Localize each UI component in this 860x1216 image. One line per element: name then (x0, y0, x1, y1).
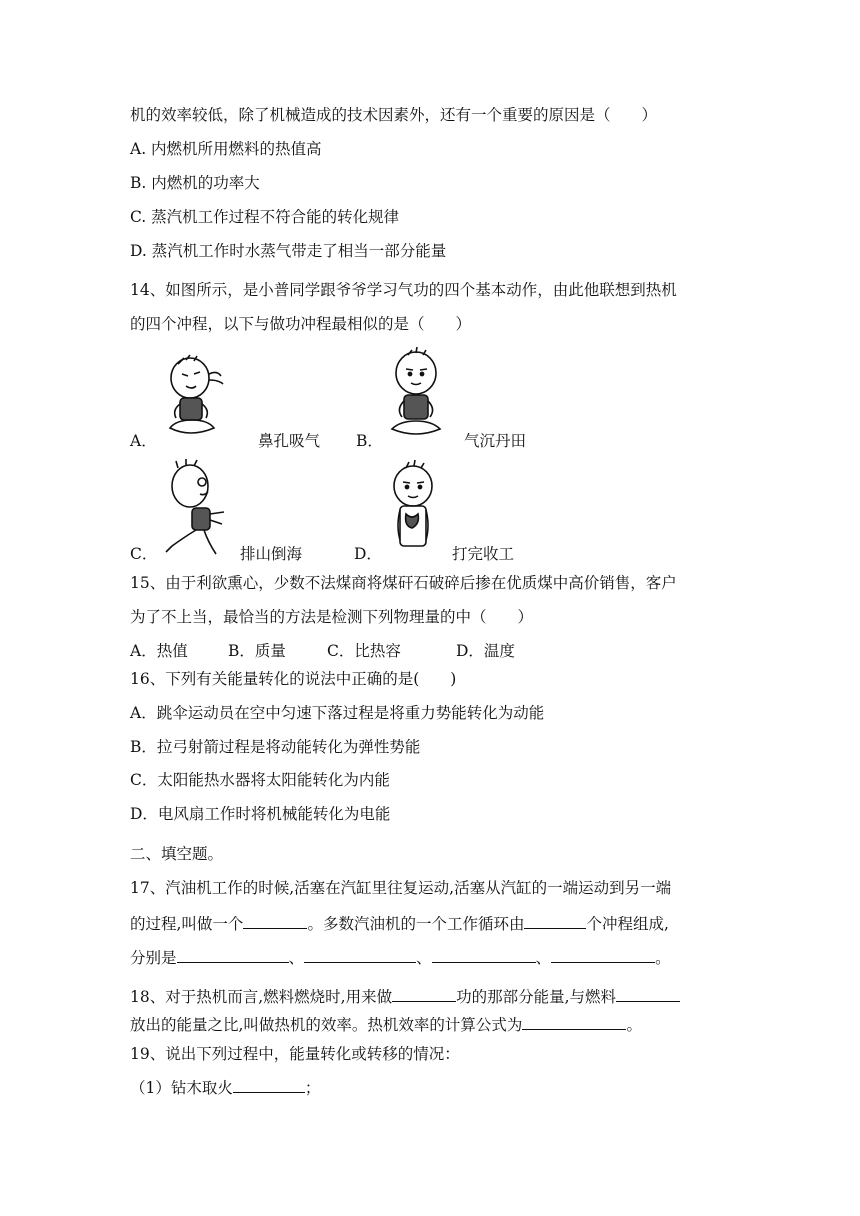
q19-blank-1[interactable] (233, 1076, 305, 1093)
q15-option-c: C．比热容 (327, 642, 401, 660)
q18-blank-3[interactable] (522, 1013, 626, 1030)
section-fill-in-title: 二、填空题。 (130, 845, 224, 863)
q16-option-b: B．拉弓射箭过程是将动能转化为弹性势能 (130, 738, 421, 756)
figure-qi-meditate (380, 345, 452, 443)
q18-text-c: 放出的能量之比,叫做热机的效率。热机效率的计算公式为 (130, 1016, 523, 1034)
q13-stem-continuation: 机的效率较低，除了机械造成的技术因素外，还有一个重要的原因是（ ） (130, 106, 658, 124)
q13-option-c: C. 蒸汽机工作过程不符合能的转化规律 (130, 208, 400, 226)
q19-item-1 (130, 1076, 320, 1099)
q15-option-d: D．温度 (456, 642, 515, 660)
q18-text-b: 功的那部分能量,与燃料 (456, 988, 617, 1006)
q16-stem: 16、下列有关能量转化的说法中正确的是( ) (130, 670, 457, 688)
figure-finish-stand (382, 460, 444, 560)
q17-text-b: 。多数汽油机的一个工作循环由 (307, 915, 525, 933)
q17-blank-4[interactable] (304, 946, 416, 963)
q17-blank-3[interactable] (177, 946, 289, 963)
q15-stem-line1: 15、由于利欲熏心，少数不法煤商将煤矸石破碎后掺在优质煤中高价销售，客户 (130, 574, 677, 592)
q19-stem: 19、说出下列过程中，能量转化或转移的情况： (130, 1045, 460, 1063)
q14-option-a-letter: A． (130, 432, 157, 450)
q13-option-d: D. 蒸汽机工作时水蒸气带走了相当一部分能量 (130, 242, 447, 260)
q17-text-a: 的过程,叫做一个 (130, 915, 244, 933)
figure-nose-inhale (160, 352, 232, 444)
q14-stem-line1: 14、如图所示，是小普同学跟爷爷学习气功的四个基本动作，由此他联想到热机 (130, 281, 677, 299)
q17-sep-1: 、 (288, 949, 305, 967)
q18-end: 。 (626, 1016, 642, 1034)
q17-sep-2: 、 (416, 949, 432, 967)
q14-option-d-caption: 打完收工 (452, 545, 515, 563)
q14-option-a-caption: 鼻孔吸气 (258, 432, 321, 450)
q18-blank-1[interactable] (392, 985, 456, 1002)
q18-line1 (130, 985, 680, 1008)
q15-stem-line2: 为了不上当，最恰当的方法是检测下列物理量的中（ ） (130, 608, 534, 626)
q17-line3 (130, 946, 671, 969)
q13-option-b: B. 内燃机的功率大 (130, 174, 260, 192)
q17-blank-2[interactable] (524, 912, 586, 929)
q14-stem-line2: 的四个冲程，以下与做功冲程最相似的是（ ） (130, 315, 472, 333)
q14-option-c-caption: 排山倒海 (240, 545, 303, 563)
q15-option-b: B．质量 (228, 642, 286, 660)
q14-option-b-letter: B． (356, 432, 383, 450)
q16-option-d: D．电风扇工作时将机械能转化为电能 (130, 805, 391, 823)
q16-option-a: A．跳伞运动员在空中匀速下落过程是将重力势能转化为动能 (130, 704, 545, 722)
q17-end: 。 (655, 949, 671, 967)
q18-line2 (130, 1013, 642, 1036)
q17-sep-3: 、 (535, 949, 552, 967)
q17-text-c: 个冲程组成, (586, 915, 669, 933)
q16-option-c: C．太阳能热水器将太阳能转化为内能 (130, 771, 390, 789)
q13-option-a: A. 内燃机所用燃料的热值高 (130, 140, 322, 158)
figure-push-mountain (156, 458, 232, 558)
q14-option-b-caption: 气沉丹田 (464, 432, 527, 450)
q14-option-d-letter: D． (354, 545, 382, 563)
q17-blank-1[interactable] (243, 912, 307, 929)
q17-blank-5[interactable] (432, 946, 536, 963)
q14-option-c-letter: C． (130, 545, 158, 563)
q17-line1: 17、汽油机工作的时候,活塞在汽缸里往复运动,活塞从汽缸的一端运动到另一端 (130, 879, 672, 897)
q17-line2 (130, 912, 669, 935)
q18-text-a: 18、对于热机而言,燃料燃烧时,用来做 (130, 988, 393, 1006)
q17-blank-6[interactable] (551, 946, 655, 963)
q15-option-a: A．热值 (130, 642, 188, 660)
q18-blank-2[interactable] (616, 985, 680, 1002)
q19-item-1-text: （1）钻木取火 (130, 1079, 233, 1097)
q17-text-d: 分别是 (130, 949, 177, 967)
q19-item-1-end: ； (304, 1079, 321, 1097)
